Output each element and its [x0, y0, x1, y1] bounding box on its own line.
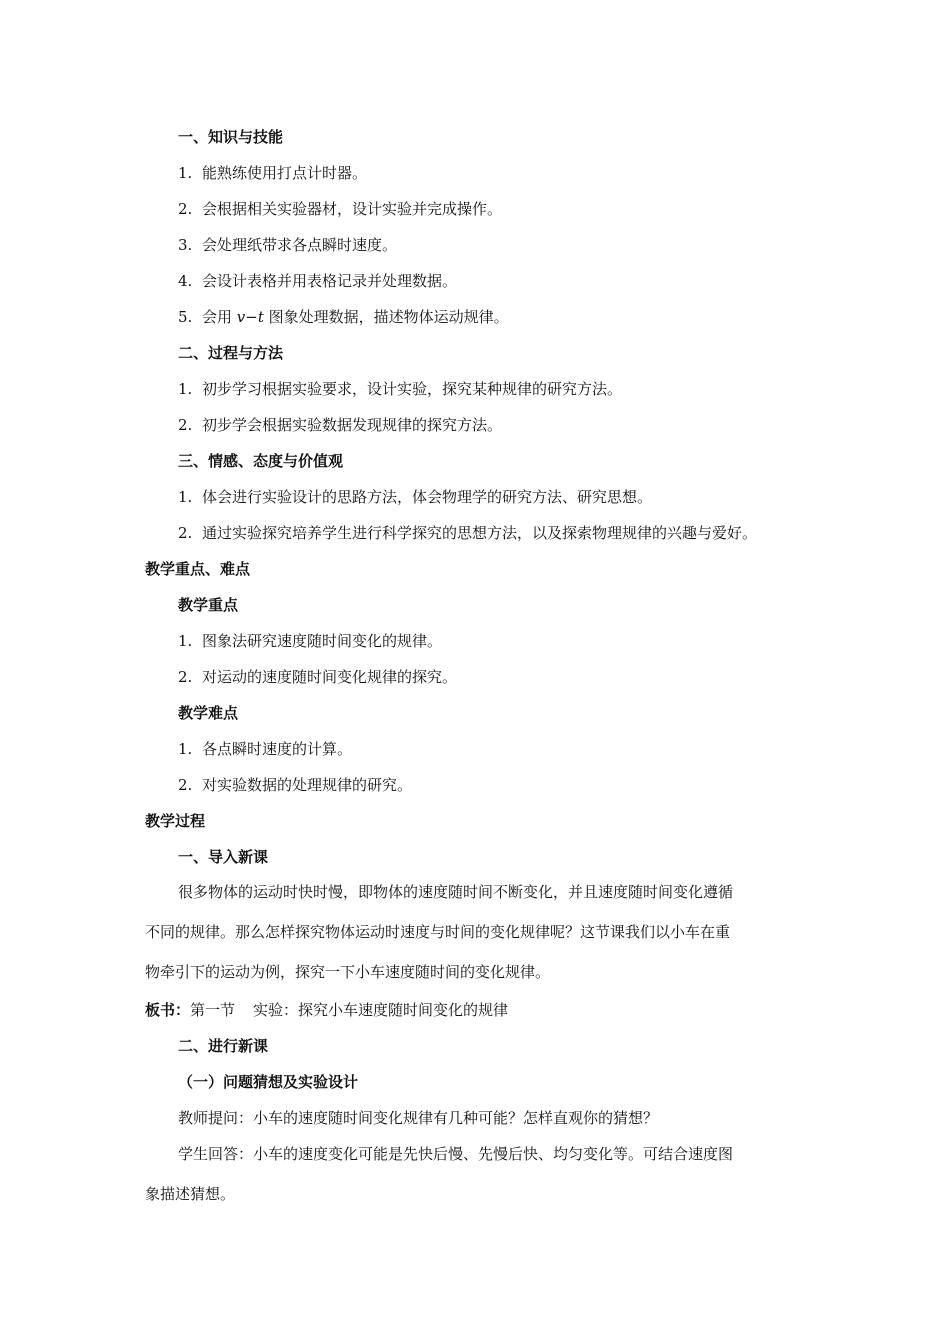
- list-item: [178, 199, 502, 219]
- list-item: [178, 487, 652, 507]
- list-item: [178, 775, 412, 795]
- heading-intro: 一、导入新课: [178, 848, 269, 866]
- item-text: 通过实验探究培养学生进行科学探究的思想方法，以及探索物理规律的兴趣与爱好。: [202, 524, 758, 542]
- list-item: [178, 667, 457, 687]
- list-item: [178, 271, 457, 291]
- board-label: 板书：: [145, 1001, 191, 1019]
- teacher-question: 教师提问：小车的速度随时间变化规律有几种可能？怎样直观你的猜想？: [178, 1109, 659, 1127]
- heading-teaching-process: 教学过程: [145, 812, 206, 830]
- item-number: 2.: [178, 668, 193, 686]
- item-number: 2.: [178, 776, 193, 794]
- item-text: 对实验数据的处理规律的研究。: [202, 776, 413, 794]
- list-item: [178, 307, 509, 327]
- item-number: 1.: [178, 632, 193, 650]
- item-text: 能熟练使用打点计时器。: [202, 164, 368, 182]
- paragraph-line: 物牵引下的运动为例，探究一下小车速度随时间的变化规律。: [145, 963, 551, 981]
- heading-key-difficult-points: 教学重点、难点: [145, 560, 251, 578]
- item-number: 2.: [178, 524, 193, 542]
- heading-knowledge-skills: 一、知识与技能: [178, 128, 284, 146]
- item-text: 对运动的速度随时间变化规律的探究。: [202, 668, 458, 686]
- item-number: 5.: [178, 308, 193, 326]
- student-answer-line: 象描述猜想。: [145, 1185, 236, 1203]
- list-item: [178, 739, 352, 759]
- item-number: 4.: [178, 272, 193, 290]
- heading-process-methods: 二、过程与方法: [178, 344, 284, 362]
- vt-symbol: v−t: [236, 308, 264, 326]
- item-number: 1.: [178, 488, 193, 506]
- student-answer-line: 学生回答：小车的速度变化可能是先快后慢、先慢后快、均匀变化等。可结合速度图: [178, 1145, 734, 1163]
- item-text: 会设计表格并用表格记录并处理数据。: [202, 272, 458, 290]
- board-text: 实验：探究小车速度随时间变化的规律: [253, 1001, 509, 1019]
- board-section: 第一节: [190, 1001, 236, 1019]
- list-item: [178, 415, 502, 435]
- list-item: [178, 523, 757, 543]
- item-text: 图象处理数据，描述物体运动规律。: [263, 308, 509, 326]
- paragraph-line: 很多物体的运动时快时慢，即物体的速度随时间不断变化，并且速度随时间变化遵循: [178, 883, 734, 901]
- item-text: 各点瞬时速度的计算。: [202, 740, 353, 758]
- list-item: [178, 163, 367, 183]
- item-text: 初步学习根据实验要求，设计实验，探究某种规律的研究方法。: [202, 380, 623, 398]
- item-number: 1.: [178, 164, 193, 182]
- item-number: 2.: [178, 200, 193, 218]
- heading-guess-design: （一）问题猜想及实验设计: [178, 1073, 359, 1091]
- item-text: 初步学会根据实验数据发现规律的探究方法。: [202, 416, 503, 434]
- heading-teaching-focus: 教学重点: [178, 596, 239, 614]
- item-text: 体会进行实验设计的思路方法，体会物理学的研究方法、研究思想。: [202, 488, 653, 506]
- item-number: 1.: [178, 740, 193, 758]
- item-text: 会处理纸带求各点瞬时速度。: [202, 236, 398, 254]
- item-number: 1.: [178, 380, 193, 398]
- item-number: 3.: [178, 236, 193, 254]
- heading-teaching-difficulty: 教学难点: [178, 704, 239, 722]
- paragraph-line: 不同的规律。那么怎样探究物体运动时速度与时间的变化规律呢？这节课我们以小车在重: [145, 923, 731, 941]
- heading-new-lesson: 二、进行新课: [178, 1037, 269, 1055]
- item-text: 图象法研究速度随时间变化的规律。: [202, 632, 443, 650]
- list-item: [178, 379, 622, 399]
- item-text: 会根据相关实验器材，设计实验并完成操作。: [202, 200, 503, 218]
- item-text: 会用: [202, 308, 237, 326]
- board-line: [145, 1000, 508, 1020]
- list-item: [178, 631, 442, 651]
- heading-emotion-values: 三、情感、态度与价值观: [178, 452, 344, 470]
- item-number: 2.: [178, 416, 193, 434]
- list-item: [178, 235, 397, 255]
